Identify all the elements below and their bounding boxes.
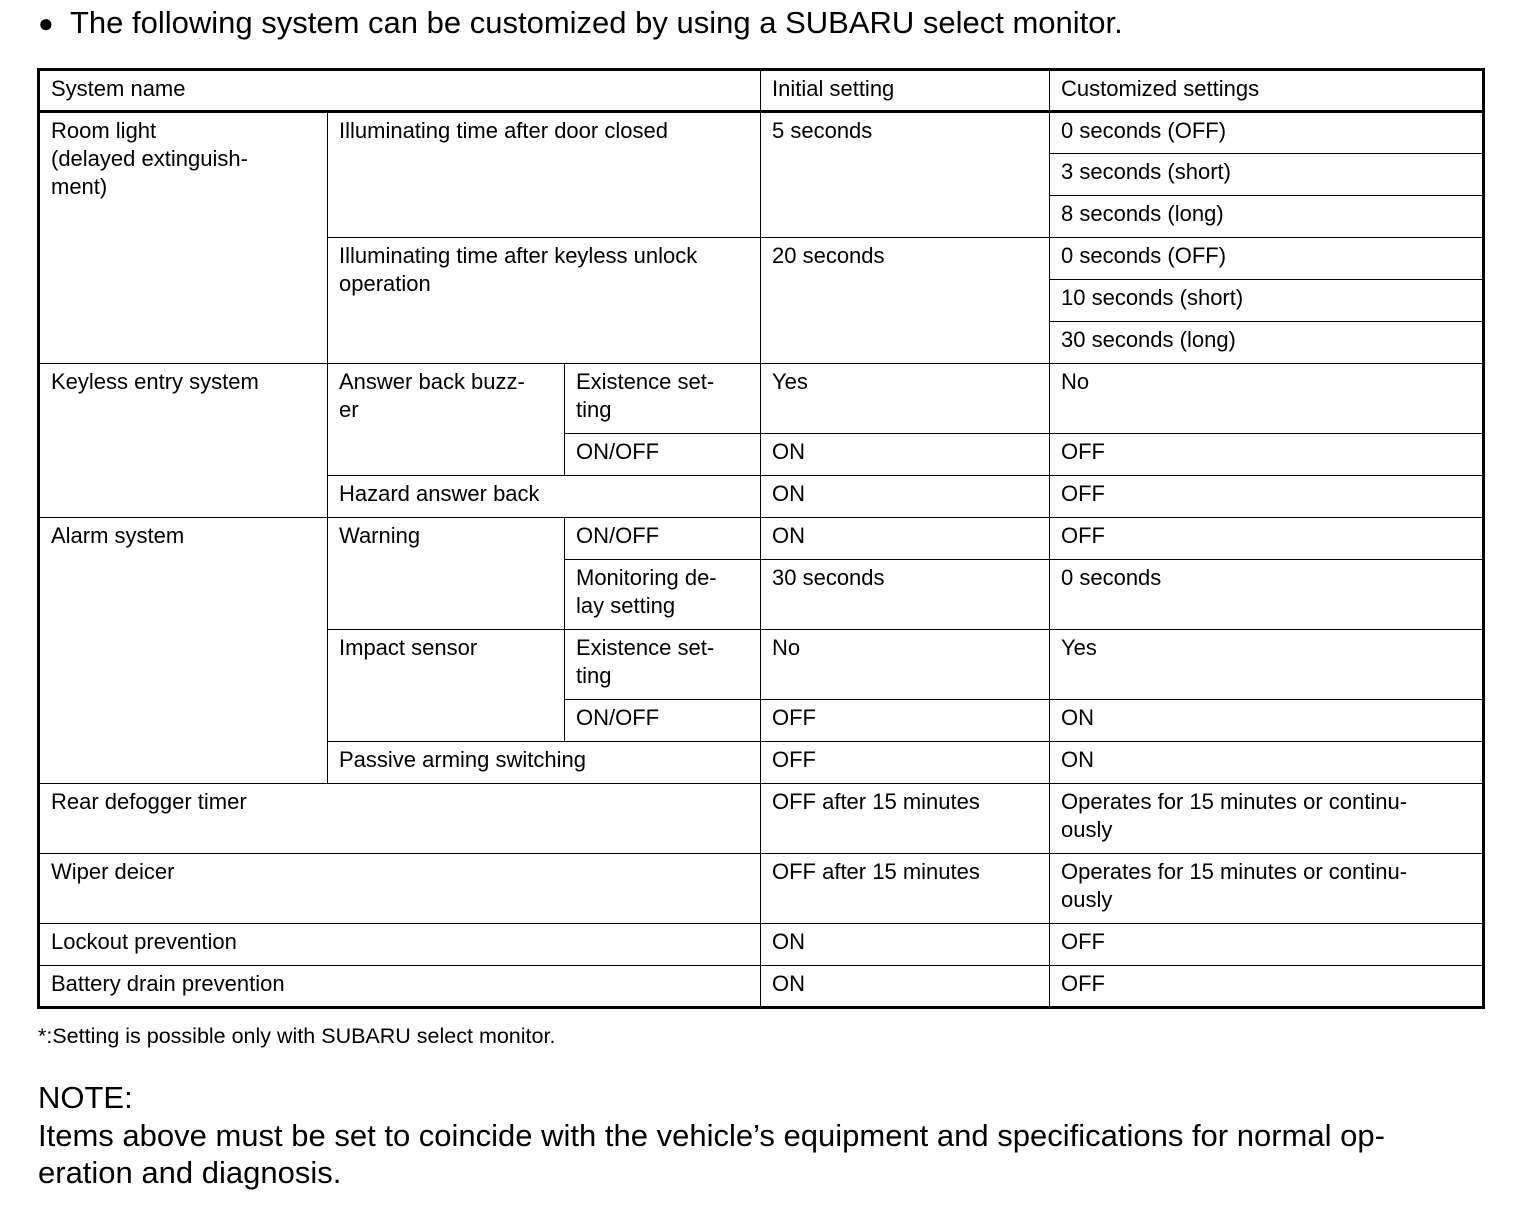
customization-table bbox=[37, 68, 1485, 1009]
initial-value-cell: No bbox=[761, 630, 1050, 700]
table-row bbox=[39, 966, 1484, 1008]
sub-item-cell bbox=[565, 364, 761, 434]
note-body: Items above must be set to coincide with the vehicle’s equipment and specifications for normal op- eration and diagnosis. bbox=[38, 1118, 1385, 1190]
sub-item-cell: ON/OFF bbox=[565, 518, 761, 560]
system-name-cell: Wiper deicer bbox=[39, 854, 761, 924]
header-initial-setting: Initial setting bbox=[761, 70, 1050, 112]
initial-value-cell: OFF bbox=[761, 700, 1050, 742]
header-customized-settings: Customized settings bbox=[1050, 70, 1484, 112]
setting-item-cell: Impact sensor bbox=[328, 630, 565, 742]
table-row bbox=[39, 924, 1484, 966]
monitoring-delay-label: Monitoring de- lay setting bbox=[576, 565, 717, 618]
custom-value-cell: 30 seconds (long) bbox=[1050, 322, 1484, 364]
setting-item-cell: Passive arming switching bbox=[328, 742, 761, 784]
rear-defogger-custom: Operates for 15 minutes or continu- ously bbox=[1061, 789, 1408, 842]
initial-value-cell: ON bbox=[761, 476, 1050, 518]
custom-value-cell: 0 seconds bbox=[1050, 560, 1484, 630]
custom-value-cell bbox=[1050, 784, 1484, 854]
custom-value-cell: No bbox=[1050, 364, 1484, 434]
custom-value-cell: OFF bbox=[1050, 476, 1484, 518]
custom-value-cell: OFF bbox=[1050, 966, 1484, 1008]
initial-value-cell: 5 seconds bbox=[761, 112, 1050, 238]
initial-value-cell: 30 seconds bbox=[761, 560, 1050, 630]
initial-value-cell: 20 seconds bbox=[761, 238, 1050, 364]
bullet-icon: ● bbox=[38, 8, 54, 38]
initial-value-cell: ON bbox=[761, 518, 1050, 560]
custom-value-cell: 10 seconds (short) bbox=[1050, 280, 1484, 322]
setting-item-cell: Illuminating time after door closed bbox=[328, 112, 761, 238]
sub-item-cell: ON/OFF bbox=[565, 434, 761, 476]
initial-value-cell: OFF bbox=[761, 742, 1050, 784]
custom-value-cell: Yes bbox=[1050, 630, 1484, 700]
table-row bbox=[39, 518, 1484, 560]
header-system-name: System name bbox=[39, 70, 761, 112]
custom-value-cell: 3 seconds (short) bbox=[1050, 154, 1484, 196]
setting-item-cell: Hazard answer back bbox=[328, 476, 761, 518]
initial-value-cell: ON bbox=[761, 434, 1050, 476]
system-name-cell: Rear defogger timer bbox=[39, 784, 761, 854]
wiper-deicer-custom: Operates for 15 minutes or continu- ously bbox=[1061, 859, 1408, 912]
sub-item-cell bbox=[565, 560, 761, 630]
initial-value-cell: ON bbox=[761, 924, 1050, 966]
sub-item-cell bbox=[565, 630, 761, 700]
existence-setting-label: Existence set- ting bbox=[576, 635, 715, 688]
sub-item-cell: ON/OFF bbox=[565, 700, 761, 742]
table-row bbox=[39, 854, 1484, 924]
custom-value-cell: 0 seconds (OFF) bbox=[1050, 112, 1484, 154]
initial-value-cell: OFF after 15 minutes bbox=[761, 784, 1050, 854]
setting-item-cell: Warning bbox=[328, 518, 565, 630]
table-row bbox=[39, 784, 1484, 854]
room-light-name: Room light (delayed extinguish- ment) bbox=[51, 118, 248, 199]
system-name-cell: Keyless entry system bbox=[39, 364, 328, 518]
custom-value-cell: OFF bbox=[1050, 518, 1484, 560]
footnote: *:Setting is possible only with SUBARU select monitor. bbox=[38, 1024, 556, 1048]
header-row bbox=[39, 70, 1484, 112]
setting-item-cell bbox=[328, 364, 565, 476]
custom-value-cell: ON bbox=[1050, 700, 1484, 742]
custom-value-cell: 0 seconds (OFF) bbox=[1050, 238, 1484, 280]
intro-line bbox=[38, 4, 1498, 42]
custom-value-cell: ON bbox=[1050, 742, 1484, 784]
initial-value-cell: Yes bbox=[761, 364, 1050, 434]
keyless-unlock-label: Illuminating time after keyless unlock operation bbox=[339, 243, 698, 296]
setting-item-cell bbox=[328, 238, 761, 364]
initial-value-cell: OFF after 15 minutes bbox=[761, 854, 1050, 924]
table-row bbox=[39, 364, 1484, 434]
existence-setting-label: Existence set- ting bbox=[576, 369, 715, 422]
system-name-cell bbox=[39, 112, 328, 364]
intro-text: The following system can be customized by using a SUBARU select monitor. bbox=[70, 5, 1123, 40]
custom-value-cell bbox=[1050, 854, 1484, 924]
custom-value-cell: 8 seconds (long) bbox=[1050, 196, 1484, 238]
table-row bbox=[39, 112, 1484, 154]
custom-value-cell: OFF bbox=[1050, 434, 1484, 476]
system-name-cell: Lockout prevention bbox=[39, 924, 761, 966]
system-name-cell: Alarm system bbox=[39, 518, 328, 784]
initial-value-cell: ON bbox=[761, 966, 1050, 1008]
note-title: NOTE: bbox=[38, 1080, 133, 1115]
answer-back-buzzer-label: Answer back buzz- er bbox=[339, 369, 525, 422]
custom-value-cell: OFF bbox=[1050, 924, 1484, 966]
system-name-cell: Battery drain prevention bbox=[39, 966, 761, 1008]
